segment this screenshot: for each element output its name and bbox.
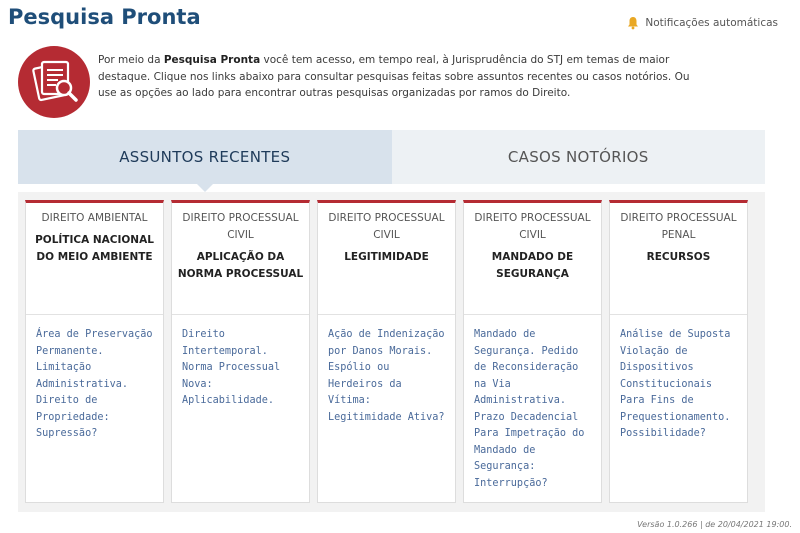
card-topic: APLICAÇÃO DA NORMA PROCESSUAL <box>177 251 304 280</box>
topic-card <box>317 200 456 503</box>
card-link[interactable]: Análise de Suposta Violação de Dispositivos Constitucionais Para Fins de Prequestionamento. Possibilidade? <box>620 329 731 439</box>
card-category: DIREITO PROCESSUAL CIVIL <box>474 212 591 241</box>
topic-card <box>609 200 748 503</box>
page-title: Pesquisa Pronta <box>8 5 201 29</box>
card-category: DIREITO PROCESSUAL CIVIL <box>182 212 299 241</box>
bell-icon <box>627 16 639 30</box>
card-category: DIREITO PROCESSUAL CIVIL <box>328 212 445 241</box>
intro-text: Por meio da Pesquisa Pronta você tem acesso, em tempo real, à Jurisprudência do STJ em temas de maior destaque. Clique nos links abaixo para consultar pesquisas feitas sobre assuntos recentes ou casos notórios. Ou use as opções ao lado para encontrar outras pesquisas organizadas por ramos do Direito. <box>98 54 690 99</box>
card-link[interactable]: Direito Intertemporal. Norma Processual Nova: Aplicabilidade. <box>182 329 281 406</box>
card-topic: RECURSOS <box>646 251 711 263</box>
cards-container <box>18 192 765 512</box>
topic-card <box>171 200 310 503</box>
card-topic: LEGITIMIDADE <box>344 251 429 263</box>
card-topic: POLÍTICA NACIONAL DO MEIO AMBIENTE <box>35 234 154 263</box>
card-link[interactable]: Ação de Indenização por Danos Morais. Espólio ou Herdeiros da Vítima: Legitimidade Ativa? <box>328 329 445 423</box>
tab-assuntos-recentes[interactable]: ASSUNTOS RECENTES <box>18 130 392 184</box>
tab-bar <box>18 130 765 184</box>
tab-casos-notorios[interactable]: CASOS NOTÓRIOS <box>392 130 766 184</box>
card-topic: MANDADO DE SEGURANÇA <box>491 251 574 280</box>
card-link[interactable]: Mandado de Segurança. Pedido de Reconsideração na Via Administrativa. Prazo Decadencial Para Impetração do Mandado de Segurança: Interrupção? <box>474 329 585 489</box>
notifications-label: Notificações automáticas <box>645 17 778 29</box>
card-link[interactable]: Área de Preservação Permanente. Limitação Administrativa. Direito de Propriedade: Supressão? <box>36 329 153 439</box>
version-info: Versão 1.0.266 | de 20/04/2021 19:00. <box>637 520 792 529</box>
topic-card <box>25 200 164 503</box>
card-category: DIREITO PROCESSUAL PENAL <box>620 212 737 241</box>
notifications-link[interactable] <box>627 16 778 30</box>
document-search-icon <box>18 46 90 118</box>
topic-card <box>463 200 602 503</box>
intro-brand: Pesquisa Pronta <box>163 54 261 66</box>
card-category: DIREITO AMBIENTAL <box>41 212 148 224</box>
